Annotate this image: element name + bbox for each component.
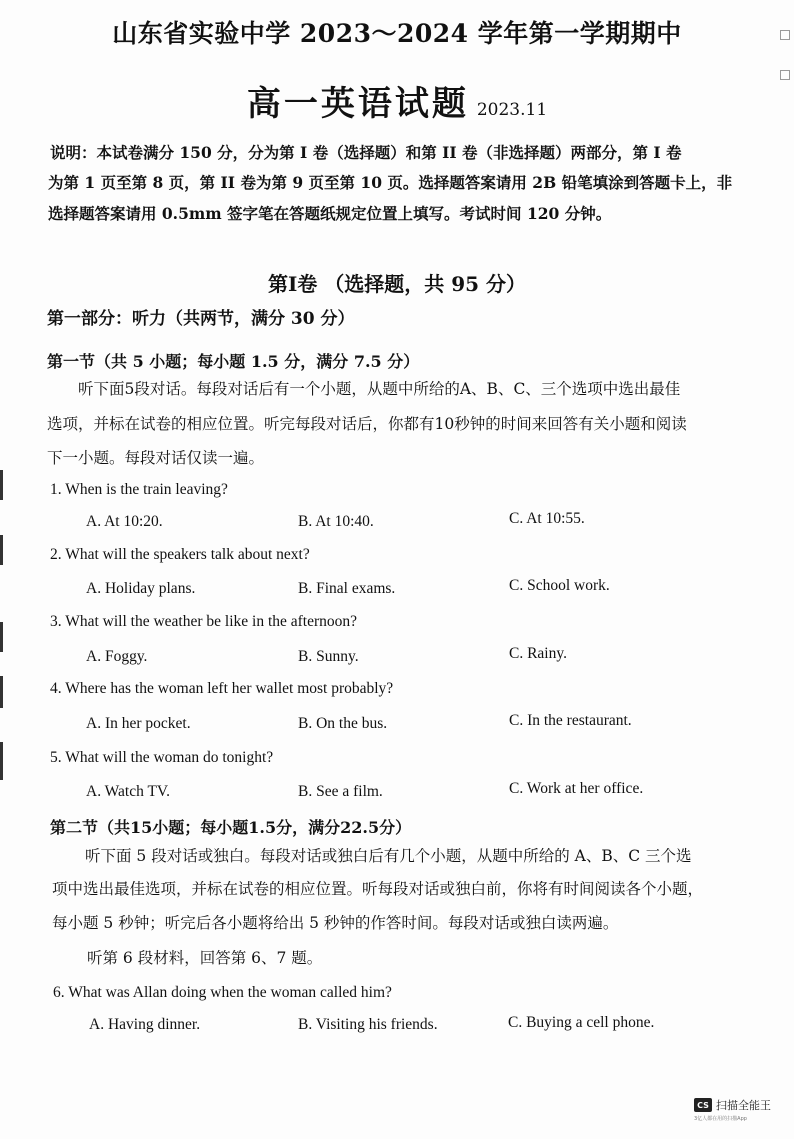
option-3a[interactable]: A. Foggy. [86, 648, 148, 665]
exam-title-row [0, 76, 794, 125]
scan-edge-mark [0, 676, 3, 708]
section1-directions-line-2: 选项，并标在试卷的相应位置。听完每段对话后，你都有10秒钟的时间来回答有关小题和阅读 [47, 415, 687, 433]
scan-edge-mark [0, 535, 3, 565]
section2-title: 第二节（共15小题；每小题1.5分，满分22.5分） [50, 818, 412, 837]
section2-directions-line-2: 项中选出最佳选项，并标在试卷的相应位置。听每段对话或独白前，你将有时间阅读各个小题， [52, 880, 704, 898]
question-6: 6. What was Allan doing when the woman called him? [53, 984, 392, 1001]
section1-directions-line-3: 下一小题。每段对话仅读一遍。 [47, 449, 265, 467]
option-4c[interactable]: C. In the restaurant. [509, 712, 632, 729]
exam-date: 2023.11 [476, 100, 548, 120]
option-6b[interactable]: B. Visiting his friends. [298, 1016, 438, 1033]
section1-title: 第一节（共 5 小题；每小题 1.5 分，满分 7.5 分） [47, 352, 420, 371]
section1-directions-line-1: 听下面5段对话。每段对话后有一个小题，从题中所给的A、B、C、三个选项中选出最佳 [78, 380, 681, 398]
question-5: 5. What will the woman do tonight? [50, 749, 274, 766]
option-3b[interactable]: B. Sunny. [298, 648, 359, 665]
question-3: 3. What will the weather be like in the afternoon? [50, 613, 358, 630]
question-1: 1. When is the train leaving? [50, 481, 228, 498]
school-exam-line: 山东省实验中学 2023～2024 学年第一学期期中 [112, 19, 682, 48]
scan-edge-mark [0, 742, 3, 780]
watermark-text: 扫描全能王 [716, 1099, 771, 1112]
option-6a[interactable]: A. Having dinner. [89, 1016, 201, 1033]
option-5c[interactable]: C. Work at her office. [509, 780, 644, 797]
section2-material-line: 听第 6 段材料，回答第 6、7 题。 [87, 949, 323, 967]
camscanner-icon: CS [694, 1098, 712, 1112]
option-5b[interactable]: B. See a film. [298, 783, 383, 800]
instructions-line-2: 为第 1 页至第 8 页，第 II 卷为第 9 页至第 10 页。选择题答案请用 2B 铅笔填涂到答题卡上，非 [48, 173, 733, 192]
watermark-subtext: 3亿人都在用的扫描App [694, 1116, 747, 1122]
scan-edge-mark [0, 622, 3, 652]
instructions-line-1: 说明：本试卷满分 150 分，分为第 I 卷（选择题）和第 II 卷（非选择题）两部分，第 I 卷 [50, 143, 682, 162]
instructions-line-3: 选择题答案请用 0.5mm 签字笔在答题纸规定位置上填写。考试时间 120 分钟。 [48, 204, 612, 223]
option-2c[interactable]: C. School work. [509, 577, 610, 594]
option-4b[interactable]: B. On the bus. [298, 715, 388, 732]
section2-directions-line-3: 每小题 5 秒钟；听完后各小题将给出 5 秒钟的作答时间。每段对话或独白读两遍。 [52, 914, 619, 932]
option-2b[interactable]: B. Final exams. [298, 580, 396, 597]
part-title: 第一部分：听力（共两节，满分 30 分） [47, 309, 355, 329]
exam-title: 高一英语试题 [246, 84, 469, 124]
question-2: 2. What will the speakers talk about next? [50, 546, 310, 563]
option-1a[interactable]: A. At 10:20. [86, 513, 163, 530]
option-5a[interactable]: A. Watch TV. [86, 783, 171, 800]
option-6c[interactable]: C. Buying a cell phone. [508, 1014, 655, 1031]
option-3c[interactable]: C. Rainy. [509, 645, 567, 662]
option-4a[interactable]: A. In her pocket. [86, 715, 191, 732]
scanner-watermark [694, 1097, 771, 1113]
option-2a[interactable]: A. Holiday plans. [86, 580, 196, 597]
option-1c[interactable]: C. At 10:55. [509, 510, 585, 527]
option-1b[interactable]: B. At 10:40. [298, 513, 374, 530]
question-4: 4. Where has the woman left her wallet most probably? [50, 680, 394, 697]
section2-directions-line-1: 听下面 5 段对话或独白。每段对话或独白后有几个小题，从题中所给的 A、B、C 三个选 [85, 847, 692, 865]
scan-edge-mark [0, 470, 3, 500]
volume-title: 第I卷 （选择题，共 95 分） [267, 272, 527, 296]
